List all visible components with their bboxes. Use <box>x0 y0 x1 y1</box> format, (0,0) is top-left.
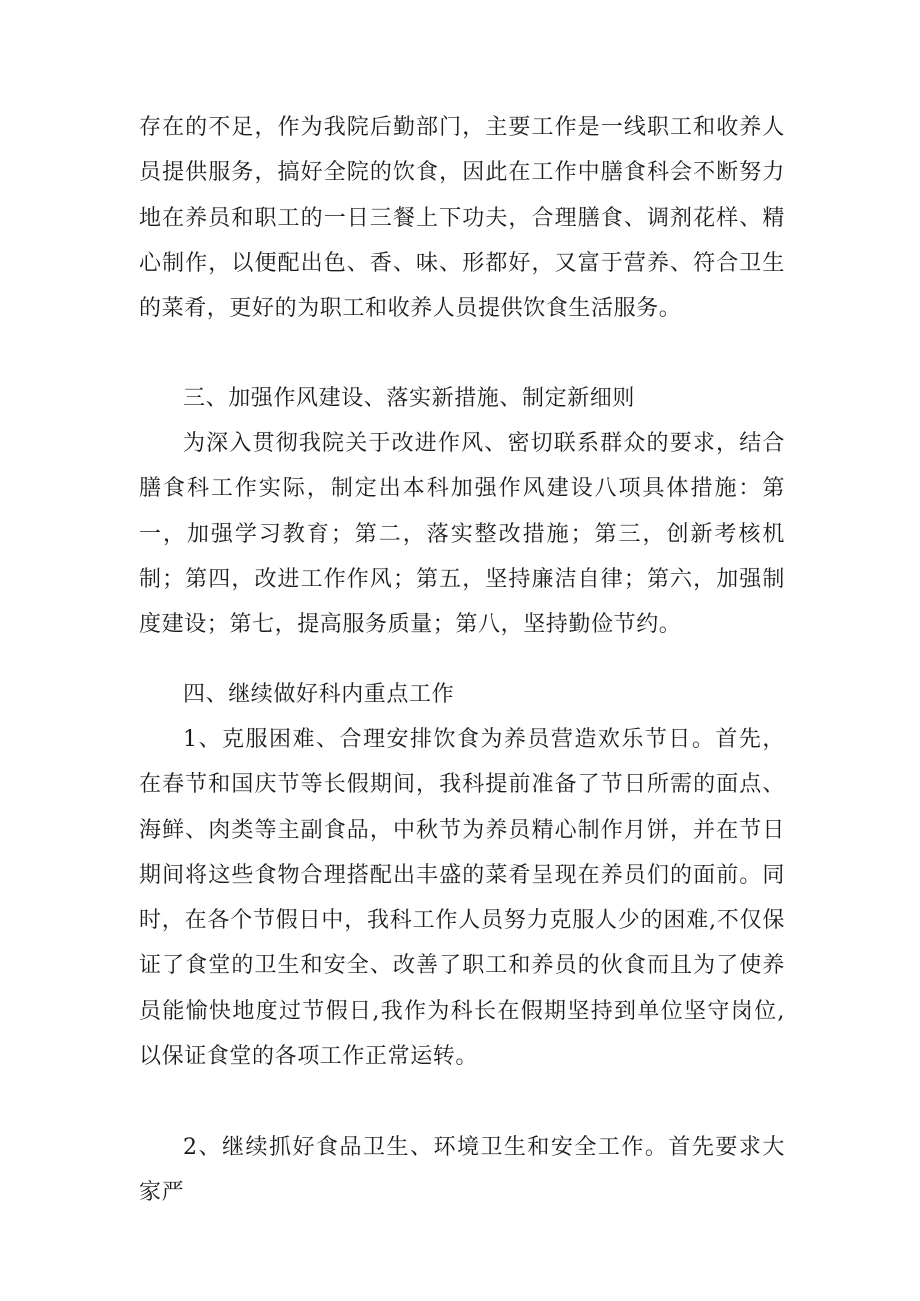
paragraph-food-hygiene: 2、继续抓好食品卫生、环境卫生和安全工作。首先要求大家严 <box>139 1135 785 1206</box>
section-heading-4: 四、继续做好科内重点工作 <box>183 682 455 707</box>
section-heading-3: 三、加强作风建设、落实新措施、制定新细则 <box>183 386 636 411</box>
paragraph-service-summary: 存在的不足，作为我院后勤部门，主要工作是一线职工和收养人员提供服务，搞好全院的饮食，因此在工作中膳食科会不断努力地在养员和职工的一日三餐上下功夫，合理膳食、调剂花样、精心制作，以便配出色、香、味、形都好，又富于营养、符合卫生的菜肴，更好的为职工和收养人员提供饮食生活服务。 <box>139 115 785 322</box>
paragraph-work-style: 为深入贯彻我院关于改进作风、密切联系群众的要求，结合膳食科工作实际，制定出本科加强作风建设八项具体措施：第一，加强学习教育；第二，落实整改措施；第三，创新考核机制；第四，改进工作作风；第五，坚持廉洁自律；第六，加强制度建设；第七，提高服务质量；第八，坚持勤俭节约。 <box>139 431 785 638</box>
paragraph-holiday-meals: 1、克服困难、合理安排饮食为养员营造欢乐节日。首先，在春节和国庆节等长假期间，我科提前准备了节日所需的面点、海鲜、肉类等主副食品，中秋节为养员精心制作月饼，并在节日期间将这些食物合理搭配出丰盛的菜肴呈现在养员们的面前。同时，在各个节假日中，我科工作人员努力克服人少的困难,不仅保证了食堂的卫生和安全、改善了职工和养员的伙食而且为了使养员能愉快地度过节假日,我作为科长在假期坚持到单位坚守岗位,以保证食堂的各项工作正常运转。 <box>139 727 785 1070</box>
